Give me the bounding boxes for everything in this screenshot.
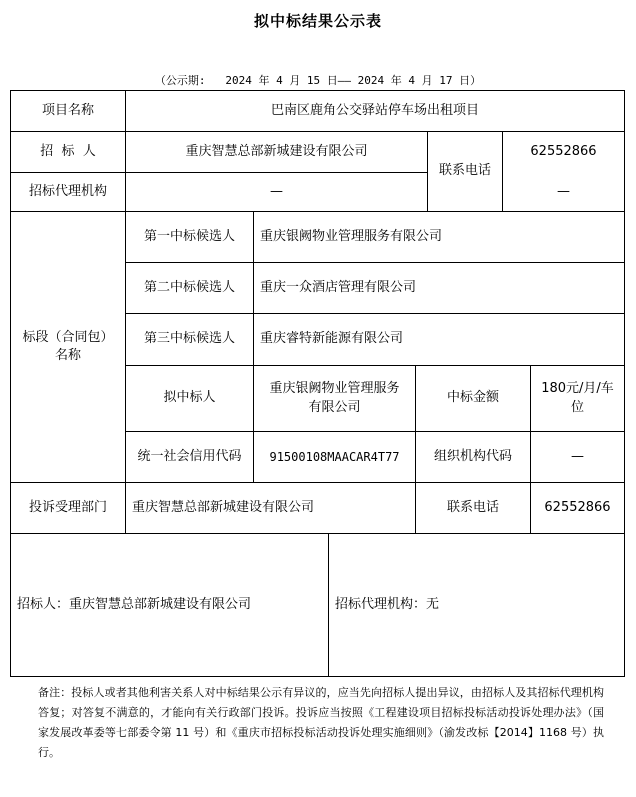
org-code-label: 组织机构代码 [433, 448, 512, 464]
lot-name-text: 标段（合同包）名称 [22, 329, 114, 363]
credit-code-value: 91500108MAACAR4T77 [269, 449, 400, 464]
lot-name-label [17, 212, 119, 482]
complaint-dept-value: 重庆智慧总部新城建设有限公司 [132, 499, 315, 515]
remarks-note: 备注：投标人或者其他利害关系人对中标结果公示有异议的，应当先向招标人提出异议，由招标人及其招标代理机构答复；对答复不满意的，才能向有关行政部门投诉。投诉应当按照《工程建设项目招标投标活动投诉处理办法》（国家发展改革委等七部委令第 11 号）和《重庆市招标投标活动投诉处理实施细则》（渝发改标【2014】1168 号）执行。 [38, 686, 604, 759]
bid-amount-value: 180元/月/车位 [541, 381, 614, 415]
agency-contact-value: — [557, 183, 570, 199]
signature-tenderer: 招标人：重庆智慧总部新城建设有限公司 [17, 596, 252, 612]
candidate-2-value: 重庆一众酒店管理有限公司 [260, 279, 417, 295]
contact-phone-label: 联系电话 [438, 163, 491, 179]
project-name-value: 巴南区鹿角公交驿站停车场出租项目 [270, 102, 479, 118]
publicity-period: （公示期: 2024 年 4 月 15 日—— 2024 年 4 月 17 日） [154, 74, 482, 87]
complaint-dept-label: 投诉受理部门 [28, 499, 107, 515]
tenderer-value: 重庆智慧总部新城建设有限公司 [185, 143, 368, 159]
candidate-3-value: 重庆睿特新能源有限公司 [260, 331, 404, 347]
winner-label: 拟中标人 [163, 390, 216, 406]
complaint-contact-label: 联系电话 [446, 499, 499, 515]
credit-code-label: 统一社会信用代码 [137, 448, 242, 464]
signature-agency: 招标代理机构：无 [335, 596, 440, 612]
bid-amount-label: 中标金额 [446, 390, 499, 406]
tenderer-label: 招 标 人 [40, 143, 96, 159]
agency-value: — [270, 183, 283, 199]
org-code-value: — [571, 448, 584, 464]
winner-value: 重庆银阙物业管理服务有限公司 [269, 381, 400, 415]
result-table [10, 90, 625, 677]
page-title: 拟中标结果公示表 [253, 12, 382, 30]
project-name-label: 项目名称 [41, 102, 94, 118]
agency-label: 招标代理机构 [28, 183, 107, 199]
complaint-contact-value: 62552866 [544, 499, 611, 515]
contact-phone-value: 62552866 [530, 143, 597, 159]
candidate-2-label: 第二中标候选人 [143, 279, 235, 295]
candidate-1-label: 第一中标候选人 [143, 228, 235, 244]
candidate-3-label: 第三中标候选人 [143, 331, 235, 347]
candidate-1-value: 重庆银阙物业管理服务有限公司 [260, 228, 443, 244]
